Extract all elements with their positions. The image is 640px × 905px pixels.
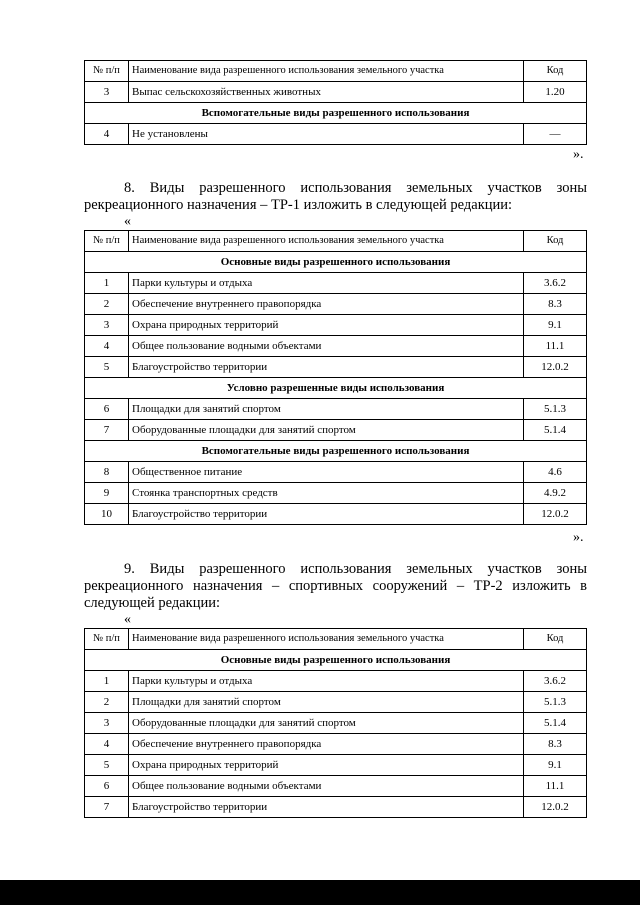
row-name: Благоустройство территории [129,797,524,818]
table-row [85,483,587,504]
row-code: 5.1.4 [524,420,587,441]
row-code: 9.1 [524,755,587,776]
row-code: 11.1 [524,776,587,797]
table-row [85,713,587,734]
row-code: 4.6 [524,462,587,483]
row-code: 5.1.3 [524,399,587,420]
table-row [85,671,587,692]
row-name: Не установлены [129,124,524,145]
row-code: 12.0.2 [524,797,587,818]
row-name: Охрана природных территорий [129,315,524,336]
table-row [85,420,587,441]
table-row [85,776,587,797]
row-code: 8.3 [524,734,587,755]
row-code: 12.0.2 [524,504,587,525]
table-row [85,124,587,145]
table-row [85,504,587,525]
row-num: 8 [85,462,129,483]
row-name: Парки культуры и отдыха [129,671,524,692]
table-row [85,462,587,483]
row-name: Стоянка транспортных средств [129,483,524,504]
row-name: Парки культуры и отдыха [129,273,524,294]
header-name: Наименование вида разрешенного использования земельного участка [129,629,524,650]
row-name: Выпас сельскохозяйственных животных [129,82,524,103]
section-row [85,378,587,399]
row-code: 12.0.2 [524,357,587,378]
row-code: 5.1.4 [524,713,587,734]
row-num: 6 [85,776,129,797]
header-num: № п/п [85,61,129,82]
table-header-row [85,231,587,252]
row-num: 10 [85,504,129,525]
quote-open: « [124,612,131,627]
row-name: Общественное питание [129,462,524,483]
table-zone-tr1 [84,230,587,525]
table-row [85,734,587,755]
table-row [85,273,587,294]
section-title: Основные виды разрешенного использования [85,650,587,671]
row-name: Благоустройство территории [129,504,524,525]
row-name: Площадки для занятий спортом [129,399,524,420]
header-name: Наименование вида разрешенного использования земельного участка [129,61,524,82]
header-num: № п/п [85,629,129,650]
scan-footer-bar [0,880,640,905]
table-zone-tr2 [84,628,587,818]
row-num: 5 [85,755,129,776]
row-code: 8.3 [524,294,587,315]
section-row [85,103,587,124]
row-num: 4 [85,734,129,755]
header-num: № п/п [85,231,129,252]
row-num: 3 [85,82,129,103]
row-name: Оборудованные площадки для занятий спортом [129,420,524,441]
section-row [85,252,587,273]
section-title: Вспомогательные виды разрешенного использования [85,103,587,124]
table-row [85,797,587,818]
row-num: 1 [85,273,129,294]
row-num: 2 [85,294,129,315]
row-name: Благоустройство территории [129,357,524,378]
row-num: 9 [85,483,129,504]
row-num: 4 [85,336,129,357]
row-num: 4 [85,124,129,145]
section-title: Основные виды разрешенного использования [85,252,587,273]
row-code: 1.20 [524,82,587,103]
row-name: Общее пользование водными объектами [129,336,524,357]
row-name: Оборудованные площадки для занятий спортом [129,713,524,734]
row-name: Охрана природных территорий [129,755,524,776]
table-row [85,692,587,713]
table-row [85,294,587,315]
header-code: Код [524,61,587,82]
table-zone-continuation [84,60,587,145]
section-title: Вспомогательные виды разрешенного использования [85,441,587,462]
row-num: 7 [85,797,129,818]
quote-close: ». [573,530,584,545]
row-code: 5.1.3 [524,692,587,713]
row-num: 3 [85,315,129,336]
row-num: 3 [85,713,129,734]
row-code: 3.6.2 [524,273,587,294]
row-name: Площадки для занятий спортом [129,692,524,713]
row-name: Обеспечение внутреннего правопорядка [129,734,524,755]
table-header-row [85,629,587,650]
section-title: Условно разрешенные виды использования [85,378,587,399]
header-code: Код [524,231,587,252]
quote-open: « [124,214,131,229]
quote-close: ». [573,147,584,162]
row-code: 11.1 [524,336,587,357]
row-name: Обеспечение внутреннего правопорядка [129,294,524,315]
table-header-row [85,61,587,82]
table-row [85,357,587,378]
header-name: Наименование вида разрешенного использования земельного участка [129,231,524,252]
table-row [85,399,587,420]
row-code: — [524,124,587,145]
row-num: 6 [85,399,129,420]
table-row [85,315,587,336]
row-code: 3.6.2 [524,671,587,692]
table-row [85,82,587,103]
table-row [85,755,587,776]
row-name: Общее пользование водными объектами [129,776,524,797]
header-code: Код [524,629,587,650]
section-row [85,441,587,462]
row-num: 1 [85,671,129,692]
row-num: 2 [85,692,129,713]
table-row [85,336,587,357]
row-num: 5 [85,357,129,378]
section-row [85,650,587,671]
row-num: 7 [85,420,129,441]
paragraph-8: 8. Виды разрешенного использования земельных участков зоны рекреационного назначения – ТР-1 изложить в следующей редакции: [84,180,587,213]
paragraph-9: 9. Виды разрешенного использования земельных участков зоны рекреационного назначения – спортивных сооружений – ТР-2 изложить в следующей редакции: [84,561,587,611]
row-code: 9.1 [524,315,587,336]
row-code: 4.9.2 [524,483,587,504]
